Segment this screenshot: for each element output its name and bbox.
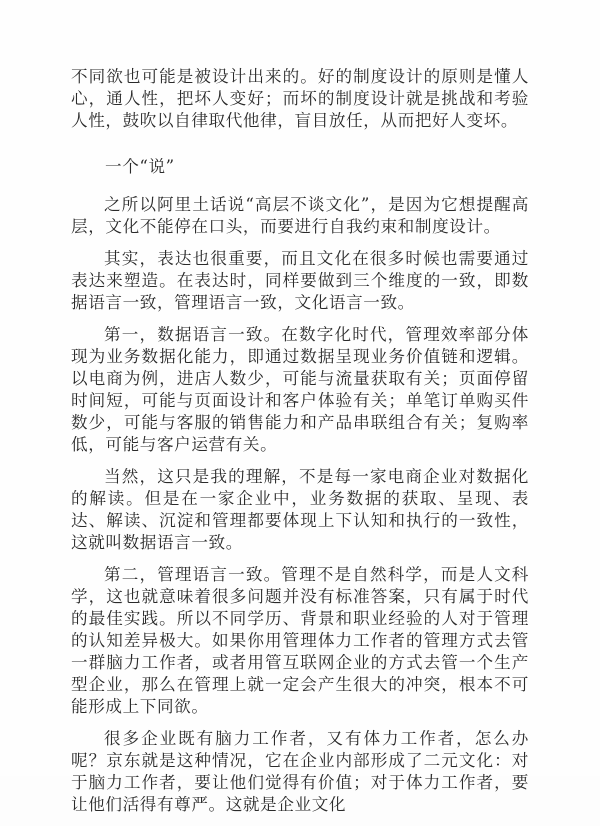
paragraph: 很多企业既有脑力工作者，又有体力工作者，怎么办呢？京东就是这种情况，它在企业内部形成了二元文化：对于脑力工作者，要让他们觉得有价值；对于体力工作者，要让他们活得有尊严。这就是企业文化 (71, 729, 529, 814)
paragraph: 其实，表达也很重要，而且文化在很多时候也需要通过表达来塑造。在表达时，同样要做到三个维度的一致，即数据语言一致，管理语言一致，文化语言一致。 (71, 249, 529, 312)
paragraph: 当然，这只是我的理解，不是每一家电商企业对数据化的解读。但是在一家企业中，业务数据的获取、呈现、表达、解读、沉淀和管理都要体现上下认知和执行的一致性，这就叫数据语言一致。 (71, 467, 529, 552)
paragraph: 之所以阿里土话说“高层不谈文化”，是因为它想提醒高层，文化不能停在口头，而要进行自我约束和制度设计。 (71, 195, 529, 236)
section-heading: 一个“说” (105, 157, 175, 176)
paragraph: 第二，管理语言一致。管理不是自然科学，而是人文科学，这也就意味着很多问题并没有标准答案，只有属于时代的最佳实践。所以不同学历、背景和职业经验的人对于管理的认知差异极大。如果你用管理体力工作者的管理方式去管一群脑力工作者，或者用管互联网企业的方式去管一个生产型企业，那么在管理上就一定会产生很大的冲突，根本不可能形成上下同欲。 (71, 565, 529, 716)
page-content (71, 66, 529, 826)
paragraph-continuation: 不同欲也可能是被设计出来的。好的制度设计的原则是懂人心，通人性，把坏人变好；而坏的制度设计就是挑战和考验人性，鼓吹以自律取代他律，盲目放任，从而把好人变坏。 (71, 67, 529, 130)
paragraph: 第一，数据语言一致。在数字化时代，管理效率部分体现为业务数据化能力，即通过数据呈现业务价值链和逻辑。以电商为例，进店人数少，可能与流量获取有关；页面停留时间短，可能与页面设计和客户体验有关；单笔订单购买件数少，可能与客服的销售能力和产品串联组合有关；复购率低，可能与客户运营有关。 (71, 325, 529, 454)
